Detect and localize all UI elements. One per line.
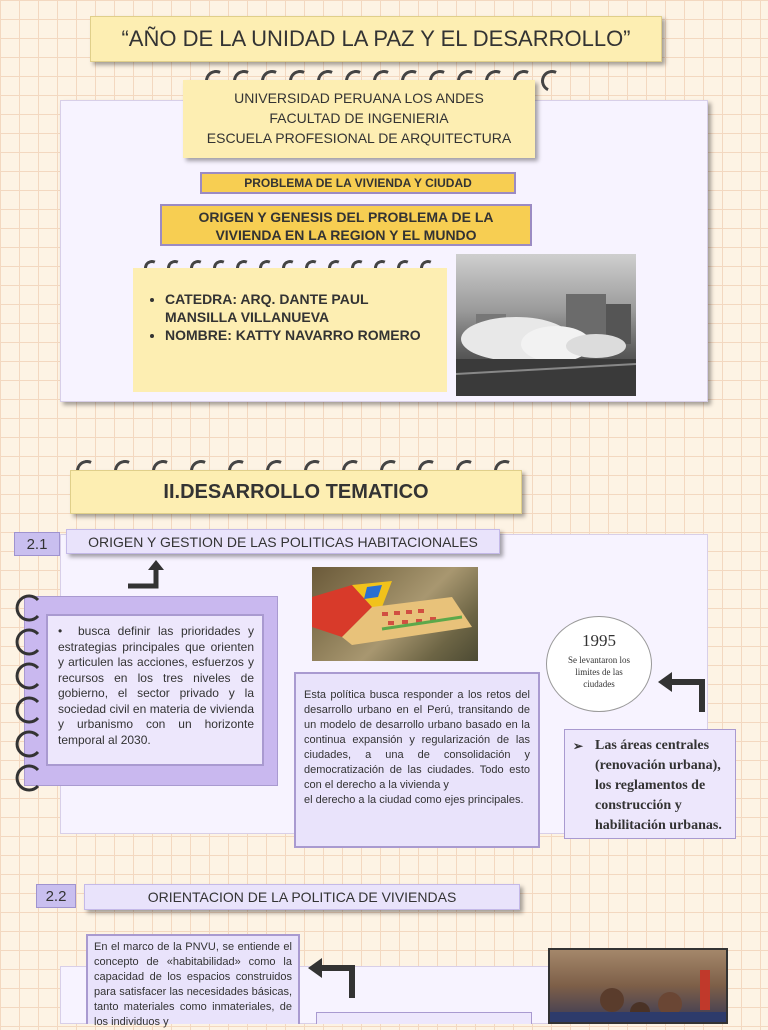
arrow-left-icon [656, 672, 708, 714]
year-value: 1995 [582, 631, 616, 650]
section-2-1-badge [14, 532, 60, 556]
bullet-text-box [46, 614, 264, 766]
arrow-up-icon [126, 558, 172, 590]
section-2-2-badge [36, 884, 76, 908]
section2-title: II.DESARROLLO TEMATICO [163, 480, 429, 503]
university-box [183, 80, 535, 158]
catedra-item: • CATEDRA: ARQ. DANTE PAUL MANSILLA VILLANUEVA [165, 290, 437, 326]
policy-text-2: el derecho a la ciudad como ejes principales. [304, 794, 524, 806]
urban-map-image [312, 567, 478, 661]
year-circle [546, 616, 652, 712]
arrow-left-icon-2 [306, 954, 358, 998]
author-info-box [133, 268, 447, 392]
notebook-rings [8, 594, 44, 799]
section-2-1-number: 2.1 [26, 535, 48, 553]
subtopic-line1: ORIGEN Y GENESIS DEL PROBLEMA DE LA [198, 209, 494, 225]
section-2-2-title-text: ORIENTACION DE LA POLITICA DE VIVIENDAS [147, 889, 457, 905]
nombre-item: • NOMBRE: KATTY NAVARRO ROMERO [165, 326, 437, 344]
bottom-note-box [316, 1012, 532, 1024]
bullet-icon: • [58, 624, 63, 638]
subtopic-line2: VIVIENDA EN LA REGION Y EL MUNDO [215, 227, 477, 243]
habitability-text-box [86, 934, 300, 1028]
arrow-bullet-icon: ➢ [573, 739, 584, 753]
bullet-text: busca definir las prioridades y estrategias principales que orienten y articulen las acciones, esfuerzos y recursos en los tres niveles de gobierno, el sector privado y la sociedad civil en materia de vivienda y urbanismo con un horizonte temporal al 2030. [58, 624, 254, 747]
school-name: ESCUELA PROFESIONAL DE ARQUITECTURA [206, 130, 512, 146]
section-2-1-title-text: ORIGEN Y GESTION DE LAS POLITICAS HABITACIONALES [88, 533, 478, 550]
section-2-2-title [84, 884, 520, 910]
topic-text: PROBLEMA DE LA VIVIENDA Y CIUDAD [244, 176, 472, 190]
section-2-1-title [66, 529, 500, 554]
children-photo [548, 948, 728, 1024]
topic-label [200, 172, 516, 194]
policy-text: Esta política busca responder a los retos del desarrollo urbano en el Perú, transitando de un modelo de desarrollo urbano basado en la continua expansión y regularización de las ciudades, a una de consolidación y democratización de las ciudades. Todo esto con el derecho a la vivienda y [304, 689, 530, 791]
year-note: Se levantaron los limites de las ciudades [568, 655, 630, 689]
policy-text-box [294, 672, 540, 848]
section-2-2-number: 2.2 [45, 887, 67, 905]
habitability-text: En el marco de la PNVU, se entiende el concepto de «habitabilidad» como la capacidad de los espacios construidos para satisfacer las necesidades básicas, tanto materiales como inmateriales, de los individuos y [94, 941, 292, 1028]
demolition-photo [456, 254, 636, 396]
areas-text: Las áreas centrales (renovación urbana), los reglamentos de construcción y habilitación urbanas. [595, 738, 722, 833]
university-name: UNIVERSIDAD PERUANA LOS ANDES [234, 90, 484, 106]
areas-box [564, 729, 736, 839]
faculty-name: FACULTAD DE INGENIERIA [269, 110, 449, 126]
subtopic-label [160, 204, 532, 246]
banner-title: “AÑO DE LA UNIDAD LA PAZ Y EL DESARROLLO” [121, 26, 631, 51]
title-banner [90, 16, 662, 62]
section2-header [70, 470, 522, 514]
